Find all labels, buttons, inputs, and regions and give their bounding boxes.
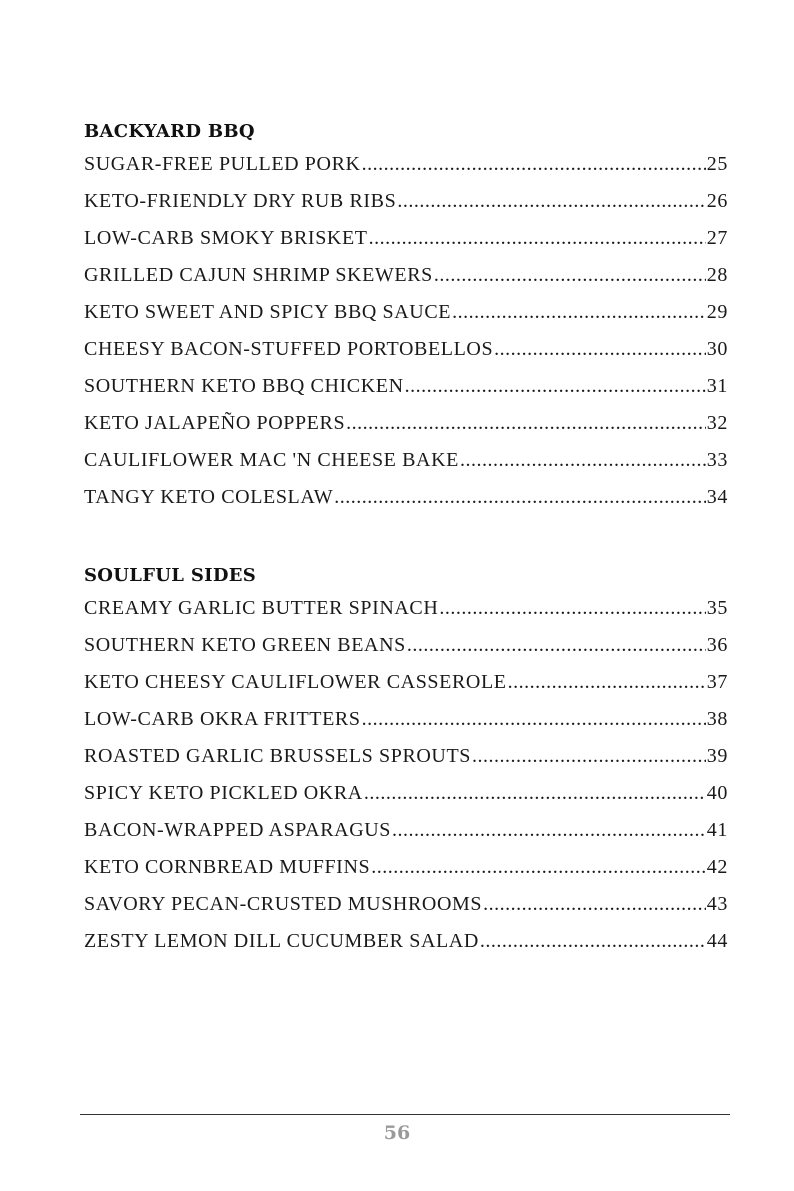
dot-leader xyxy=(392,812,706,849)
toc-entry[interactable] xyxy=(84,738,728,775)
toc-entry-title: SOUTHERN KETO GREEN BEANS xyxy=(84,634,406,656)
dot-leader xyxy=(434,257,706,294)
dot-leader xyxy=(362,146,706,183)
dot-leader xyxy=(483,886,706,923)
toc-entry-page: 39 xyxy=(706,745,728,767)
toc-entry[interactable] xyxy=(84,627,728,664)
toc-entry-page: 37 xyxy=(706,671,728,693)
toc-entry-title: LOW-CARB OKRA FRITTERS xyxy=(84,708,361,730)
toc-entry[interactable] xyxy=(84,294,728,331)
dot-leader xyxy=(460,442,706,479)
dot-leader xyxy=(397,183,705,220)
toc-entry-title: CHEESY BACON-STUFFED PORTOBELLOS xyxy=(84,338,494,360)
dot-leader xyxy=(371,849,706,886)
toc-entry[interactable] xyxy=(84,701,728,738)
dot-leader xyxy=(334,479,706,516)
dot-leader xyxy=(369,220,706,257)
toc-list xyxy=(84,146,728,516)
toc-entry[interactable] xyxy=(84,220,728,257)
toc-entry-page: 28 xyxy=(706,264,728,286)
toc-entry[interactable] xyxy=(84,146,728,183)
toc-entry[interactable] xyxy=(84,664,728,701)
dot-leader xyxy=(480,923,706,960)
dot-leader xyxy=(508,664,706,701)
toc-entry[interactable] xyxy=(84,886,728,923)
toc-entry[interactable] xyxy=(84,331,728,368)
toc-entry-title: SUGAR-FREE PULLED PORK xyxy=(84,153,361,175)
toc-entry-page: 43 xyxy=(706,893,728,915)
toc-entry[interactable] xyxy=(84,368,728,405)
toc-entry-title: LOW-CARB SMOKY BRISKET xyxy=(84,227,368,249)
toc-entry-page: 38 xyxy=(706,708,728,730)
dot-leader xyxy=(452,294,706,331)
toc-entry-title: ROASTED GARLIC BRUSSELS SPROUTS xyxy=(84,745,472,767)
toc-entry[interactable] xyxy=(84,923,728,960)
toc-entry-title: KETO CHEESY CAULIFLOWER CASSEROLE xyxy=(84,671,507,693)
dot-leader xyxy=(405,368,706,405)
dot-leader xyxy=(407,627,706,664)
toc-entry-title: SPICY KETO PICKLED OKRA xyxy=(84,782,363,804)
toc-entry-page: 36 xyxy=(706,634,728,656)
dot-leader xyxy=(364,775,706,812)
toc-entry-page: 42 xyxy=(706,856,728,878)
toc-entry-page: 34 xyxy=(706,486,728,508)
toc-entry-page: 40 xyxy=(706,782,728,804)
toc-entry-title: TANGY KETO COLESLAW xyxy=(84,486,334,508)
dot-leader xyxy=(439,590,705,627)
dot-leader xyxy=(494,331,706,368)
toc-entry-title: CREAMY GARLIC BUTTER SPINACH xyxy=(84,597,439,619)
toc-entry-page: 33 xyxy=(706,449,728,471)
toc-entry-page: 29 xyxy=(706,301,728,323)
toc-entry[interactable] xyxy=(84,442,728,479)
toc-entry[interactable] xyxy=(84,775,728,812)
toc-entry[interactable] xyxy=(84,849,728,886)
toc-entry-page: 44 xyxy=(706,930,728,952)
toc-entry[interactable] xyxy=(84,812,728,849)
section-backyard-bbq xyxy=(84,118,728,516)
dot-leader xyxy=(362,701,706,738)
table-of-contents xyxy=(84,118,728,960)
toc-entry[interactable] xyxy=(84,183,728,220)
footer-divider xyxy=(80,1114,730,1115)
toc-entry[interactable] xyxy=(84,405,728,442)
toc-entry-title: BACON-WRAPPED ASPARAGUS xyxy=(84,819,392,841)
toc-entry-page: 35 xyxy=(706,597,728,619)
toc-entry-title: CAULIFLOWER MAC 'N CHEESE BAKE xyxy=(84,449,459,471)
section-title: BACKYARD BBQ xyxy=(84,121,255,142)
toc-entry-page: 27 xyxy=(706,227,728,249)
toc-entry-page: 41 xyxy=(706,819,728,841)
toc-entry[interactable] xyxy=(84,479,728,516)
toc-entry-page: 32 xyxy=(706,412,728,434)
toc-entry[interactable] xyxy=(84,257,728,294)
toc-entry-page: 25 xyxy=(706,153,728,175)
toc-entry-title: SOUTHERN KETO BBQ CHICKEN xyxy=(84,375,404,397)
toc-entry-title: KETO CORNBREAD MUFFINS xyxy=(84,856,371,878)
toc-entry-page: 26 xyxy=(706,190,728,212)
toc-entry-page: 30 xyxy=(706,338,728,360)
section-soulful-sides xyxy=(84,562,728,960)
toc-list xyxy=(84,590,728,960)
toc-entry-title: SAVORY PECAN-CRUSTED MUSHROOMS xyxy=(84,893,483,915)
toc-entry-page: 31 xyxy=(706,375,728,397)
toc-entry-title: KETO JALAPEÑO POPPERS xyxy=(84,412,346,434)
toc-entry-title: ZESTY LEMON DILL CUCUMBER SALAD xyxy=(84,930,479,952)
section-title: SOULFUL SIDES xyxy=(84,565,257,586)
toc-entry-title: KETO-FRIENDLY DRY RUB RIBS xyxy=(84,190,397,212)
page-number: 56 xyxy=(383,1122,411,1144)
dot-leader xyxy=(346,405,706,442)
toc-entry-title: GRILLED CAJUN SHRIMP SKEWERS xyxy=(84,264,433,286)
dot-leader xyxy=(472,738,706,775)
section-spacer xyxy=(84,516,728,562)
toc-entry[interactable] xyxy=(84,590,728,627)
toc-entry-title: KETO SWEET AND SPICY BBQ SAUCE xyxy=(84,301,452,323)
